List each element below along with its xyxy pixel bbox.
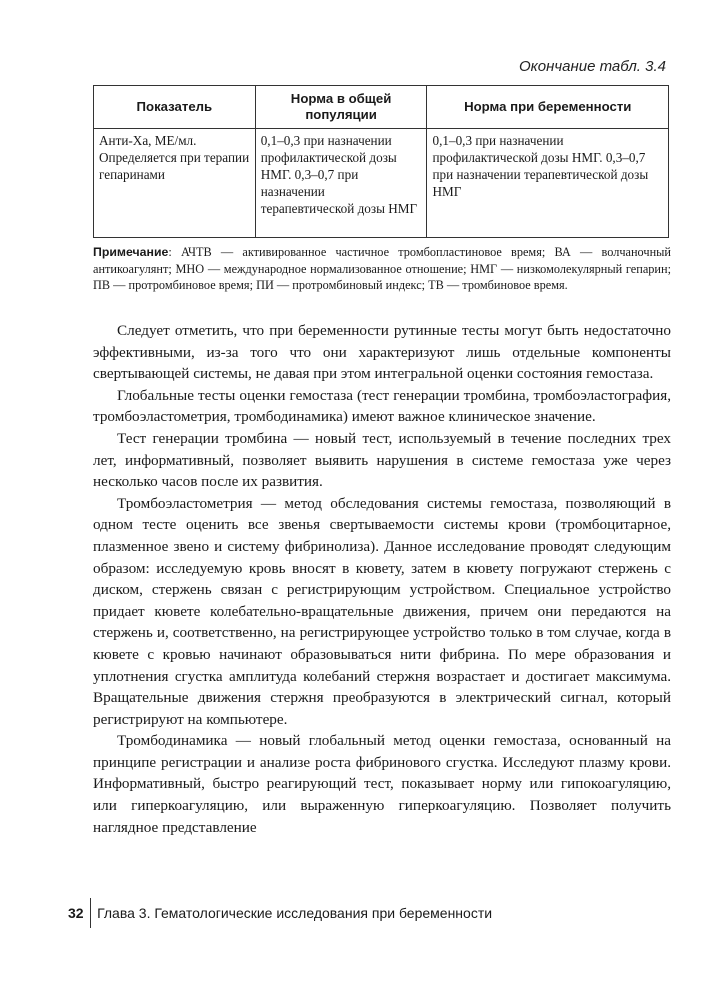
header-pregnancy-norm: Норма при беременности — [427, 86, 669, 129]
note-text: : АЧТВ — активированное частичное тромбопластиновое время; ВА — волчаночный антикоагулянт; МНО — международное нормализованное отношение; НМГ — низкомолекулярный гепарин; ПВ — протромбиновое время; ПИ — протромбиновый индекс; ТВ — тромбиновое время. — [93, 245, 671, 292]
table-note — [93, 244, 671, 294]
paragraph: Тромбоэластометрия — метод обследования системы гемостаза, позволяющий в одном тесте оценить все звенья свертываемости системы крови (тромбоцитарное, плазменное звено и систему фибринолиза). Данное исследование проводят следующим образом: исследуемую кровь вносят в кювету, затем в кювету погружают стержень с диском, стержень связан с регистрирующим устройством. Специальное устройство придает кювете колебательно-вращательные движения, причем они передаются на стержень и, соответственно, на регистрирующее устройство только в том случае, когда в кювете с кровью начинают образовываться нити фибрина. По мере образования и уплотнения сгустка амплитуда колебаний стержня возрастает и достигает максимума. Вращательные движения стержня преобразуются в электрический сигнал, который регистрируют на компьютере. — [93, 494, 671, 728]
page-number: 32 — [68, 905, 84, 921]
cell-general-norm: 0,1–0,3 при назначении профилактической дозы НМГ. 0,3–0,7 при назначении терапевтической дозы НМГ — [255, 129, 427, 238]
header-indicator: Показатель — [94, 86, 256, 129]
table-row — [94, 129, 669, 238]
paragraph: Глобальные тесты оценки гемостаза (тест генерации тромбина, тромбоэластография, тромбоэластометрия, тромбодинамика) имеют важное клиническое значение. — [93, 386, 671, 426]
table-3-4 — [93, 85, 669, 238]
cell-pregnancy-norm: 0,1–0,3 при назначении профилактической дозы НМГ. 0,3–0,7 при назначении терапевтической дозы НМГ — [427, 129, 669, 238]
note-label: Примечание — [93, 245, 169, 259]
footer-divider — [90, 898, 92, 928]
paragraph: Тест генерации тромбина — новый тест, используемый в течение последних трех лет, информативный, позволяет выявить нарушения в системе гемостаза уже через несколько часов после их развития. — [93, 429, 671, 491]
header-general-norm: Норма в общей популяции — [255, 86, 427, 129]
table-header-row — [94, 86, 669, 129]
page-footer — [68, 898, 492, 928]
body-text — [93, 320, 671, 838]
paragraph: Тромбодинамика — новый глобальный метод оценки гемостаза, основанный на принципе регистрации и анализе роста фибринового сгустка. Исследуют плазму крови. Информативный, быстро реагирующий тест, показывает норму или гипокоагуляцию, или гиперкоагуляцию, или выраженную гиперкоагуляцию. Позволяет получить наглядное представление — [93, 732, 671, 836]
chapter-title: Глава 3. Гематологические исследования при беременности — [97, 905, 493, 921]
table-caption: Окончание табл. 3.4 — [519, 58, 666, 75]
cell-indicator: Анти-Ха, МЕ/мл. Определяется при терапии гепаринами — [94, 129, 256, 238]
paragraph: Следует отметить, что при беременности рутинные тесты могут быть недостаточно эффективными, из-за того что они характеризуют лишь отдельные компоненты свертывающей системы, не давая при этом интегральной оценки состояния гемостаза. — [93, 322, 671, 383]
